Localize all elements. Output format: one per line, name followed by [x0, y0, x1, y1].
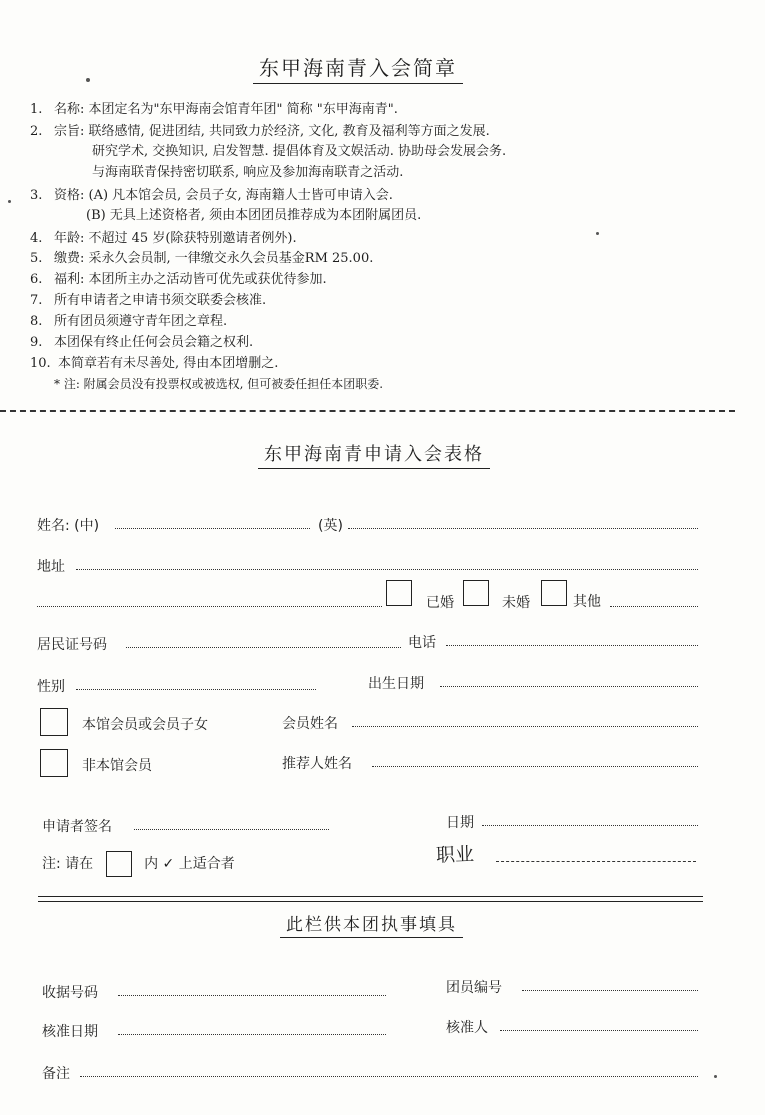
name-en-label: (英) — [318, 518, 343, 534]
remarks-label: 备注 — [42, 1066, 70, 1082]
rule-item — [30, 250, 373, 268]
name-cn-label: 姓名: (中) — [37, 518, 100, 534]
rule-item — [30, 101, 398, 119]
rule-item — [30, 271, 327, 289]
approval-date-label: 核准日期 — [42, 1024, 98, 1040]
rule-text: 研究学术, 交换知识, 启发智慧. 提倡体育及文娱活动. 协助母会发展会务. — [92, 144, 507, 159]
example-checkbox-icon — [106, 851, 132, 877]
date-label: 日期 — [446, 815, 474, 831]
unmarried-checkbox[interactable] — [463, 580, 489, 606]
address-field-line1[interactable] — [76, 569, 698, 570]
receipt-number-field[interactable] — [118, 995, 386, 996]
rule-number: 4. — [30, 231, 43, 246]
rules-note: * 注: 附属会员没有投票权或被选权, 但可被委任担任本团职委. — [54, 377, 384, 391]
member-number-field[interactable] — [522, 990, 698, 991]
rule-item — [30, 334, 253, 352]
note-suffix: 内 ✓ 上适合者 — [144, 856, 235, 872]
cut-line-divider — [0, 410, 735, 412]
married-checkbox[interactable] — [386, 580, 412, 606]
rule-item — [30, 292, 266, 310]
member-number-label: 团员编号 — [446, 980, 502, 996]
rule-text: 宗旨: 联络感情, 促进团结, 共同致力於经济, 文化, 教育及福利等方面之发展. — [54, 124, 490, 139]
rule-text: 与海南联青保持密切联系, 响应及参加海南联青之活动. — [92, 165, 404, 180]
receipt-number-label: 收据号码 — [42, 985, 98, 1001]
approver-label: 核准人 — [446, 1020, 488, 1036]
married-label: 已婚 — [426, 595, 454, 611]
scan-speck — [86, 78, 90, 82]
rule-item — [30, 230, 297, 248]
rule-text: 名称: 本团定名为"东甲海南会馆青年团" 简称 "东甲海南青". — [54, 102, 398, 117]
scan-speck — [8, 200, 11, 203]
approval-date-field[interactable] — [118, 1034, 386, 1035]
member-checkbox[interactable] — [40, 708, 68, 736]
address-field-line2[interactable] — [37, 606, 382, 607]
rule-text: 缴费: 采永久会员制, 一律缴交永久会员基金RM 25.00. — [54, 251, 374, 266]
approver-field[interactable] — [500, 1030, 698, 1031]
member-name-field[interactable] — [352, 726, 698, 727]
rule-number: 5. — [30, 251, 43, 266]
scan-speck — [714, 1075, 717, 1078]
name-cn-field[interactable] — [115, 528, 310, 529]
rule-number: 2. — [30, 124, 43, 139]
rules-title: 东甲海南青入会简章 — [253, 52, 463, 84]
unmarried-label: 未婚 — [502, 595, 530, 611]
member-name-label: 会员姓名 — [282, 716, 338, 732]
remarks-field[interactable] — [80, 1076, 698, 1077]
nonmember-checkbox[interactable] — [40, 749, 68, 777]
ic-number-label: 居民证号码 — [37, 637, 107, 653]
rule-item — [30, 313, 227, 331]
referrer-name-label: 推荐人姓名 — [282, 756, 352, 772]
rule-text: 所有申请者之申请书须交联委会核准. — [54, 293, 267, 308]
note-prefix: 注: 请在 — [42, 856, 94, 872]
gender-field[interactable] — [76, 689, 316, 690]
occupation-label: 职业 — [435, 843, 475, 867]
signature-label: 申请者签名 — [42, 819, 112, 835]
scan-speck — [596, 232, 599, 235]
other-status-field[interactable] — [610, 606, 698, 607]
address-label: 地址 — [37, 559, 65, 575]
rule-number: 6. — [30, 272, 43, 287]
other-status-label: 其他 — [573, 594, 601, 610]
occupation-field[interactable] — [496, 861, 696, 862]
name-en-field[interactable] — [348, 528, 698, 529]
rule-item-continued — [86, 207, 421, 225]
rule-text: 资格: (A) 凡本馆会员, 会员子女, 海南籍人士皆可申请入会. — [54, 188, 393, 203]
member-label: 本馆会员或会员子女 — [82, 717, 208, 733]
signature-field[interactable] — [134, 829, 329, 830]
date-field[interactable] — [482, 825, 698, 826]
ic-number-field[interactable] — [126, 647, 401, 648]
nonmember-label: 非本馆会员 — [82, 758, 152, 774]
rule-item — [30, 187, 393, 205]
rule-number: 7. — [30, 293, 43, 308]
office-title: 此栏供本团执事填具 — [280, 910, 463, 938]
rule-text: 本团保有终止任何会员会籍之权利. — [54, 335, 254, 350]
check-instruction-note — [42, 851, 235, 877]
rule-text: (B) 无具上述资格者, 须由本团团员推荐成为本团附属团员. — [86, 208, 422, 223]
rule-number: 3. — [30, 188, 43, 203]
rule-text: 本简章若有未尽善处, 得由本团增删之. — [58, 356, 279, 371]
rule-number: 10. — [30, 356, 51, 371]
form-title: 东甲海南青申请入会表格 — [258, 440, 490, 469]
dob-field[interactable] — [440, 686, 698, 687]
rule-item — [30, 123, 490, 141]
rule-number: 9. — [30, 335, 43, 350]
rule-text: 年龄: 不超过 45 岁(除获特别邀请者例外). — [54, 231, 297, 246]
phone-label: 电话 — [408, 635, 436, 651]
rule-item-continued — [92, 164, 403, 182]
gender-label: 性别 — [37, 679, 65, 695]
dob-label: 出生日期 — [368, 676, 424, 692]
rule-number: 8. — [30, 314, 43, 329]
section-divider — [38, 896, 703, 902]
rule-item-continued — [92, 143, 506, 161]
referrer-name-field[interactable] — [372, 766, 698, 767]
rule-text: 福利: 本团所主办之活动皆可优先或获优待参加. — [54, 272, 327, 287]
rule-item — [30, 355, 278, 373]
rule-number: 1. — [30, 102, 43, 117]
phone-field[interactable] — [446, 645, 698, 646]
rule-text: 所有团员须遵守青年团之章程. — [54, 314, 228, 329]
other-status-checkbox[interactable] — [541, 580, 567, 606]
